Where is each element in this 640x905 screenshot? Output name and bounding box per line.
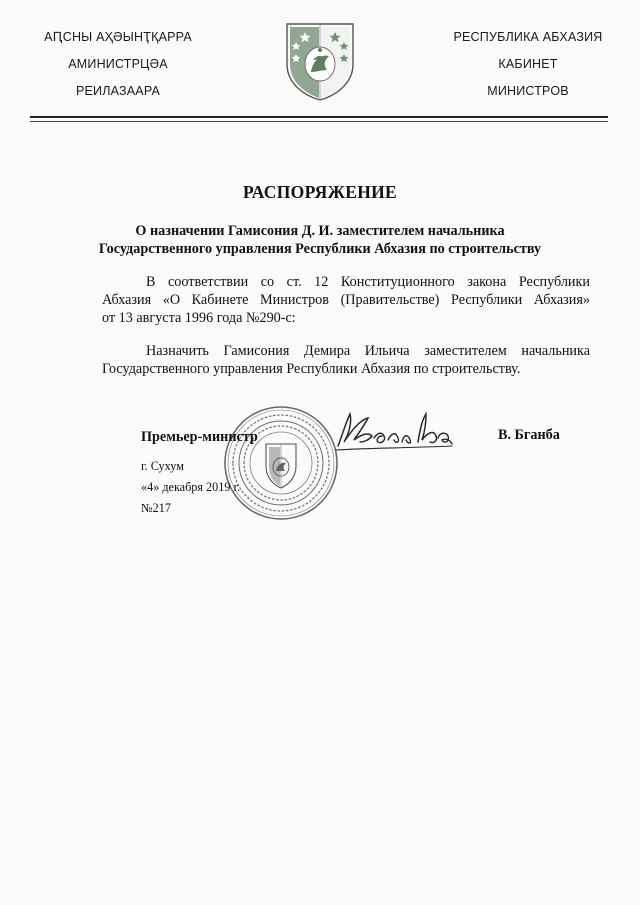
header-russian-block [428, 24, 628, 105]
header-abkhaz-block [18, 24, 218, 105]
header-divider-thick [30, 116, 608, 118]
header-left-line-2: АМИНИСТРЦӘА [68, 57, 168, 71]
official-seal-stamp [222, 404, 340, 522]
paragraph-2-line-2: Государственного управления Республики Абхазия по строительству. [102, 361, 521, 377]
document-type-heading: РАСПОРЯЖЕНИЕ [242, 182, 397, 202]
paragraph-appointment [102, 342, 590, 378]
header-right-line-3: МИНИСТРОВ [487, 84, 569, 98]
paragraph-2-line-1: Назначить Гамисония Демира Ильича заместителем начальника [146, 343, 590, 359]
header-left-line-1: АԤСНЫ АҲӘЫНҬҚАРРА [44, 30, 192, 44]
subject-line-2: Государственного управления Республики Абхазия по строительству [98, 241, 542, 257]
document-number: №217 [141, 501, 171, 515]
coat-of-arms-emblem [283, 20, 357, 102]
header-divider-thin [30, 121, 608, 122]
signatory-name: В. Бганба [498, 427, 560, 443]
header-right-line-2: КАБИНЕТ [498, 57, 558, 71]
paragraph-1-line-3: от 13 августа 1996 года №290-с: [102, 310, 296, 326]
issue-date: «4» декабря 2019 г. [141, 480, 241, 494]
header-left-line-3: РЕИЛАЗААРА [75, 84, 161, 98]
paragraph-1-line-2: Абхазия «О Кабинете Министров (Правительстве) Республики Абхазия» [102, 292, 590, 308]
document-subject [60, 222, 580, 258]
paragraph-legal-basis [102, 273, 590, 327]
handwritten-signature [328, 408, 458, 456]
subject-line-1: О назначении Гамисония Д. И. заместителем начальника [135, 223, 505, 239]
issue-city: г. Сухум [141, 459, 184, 473]
paragraph-1-line-1: В соответствии со ст. 12 Конституционного закона Республики [146, 274, 590, 290]
header-right-line-1: РЕСПУБЛИКА АБХАЗИЯ [453, 30, 603, 44]
signatory-position: Премьер-министр [141, 429, 258, 445]
